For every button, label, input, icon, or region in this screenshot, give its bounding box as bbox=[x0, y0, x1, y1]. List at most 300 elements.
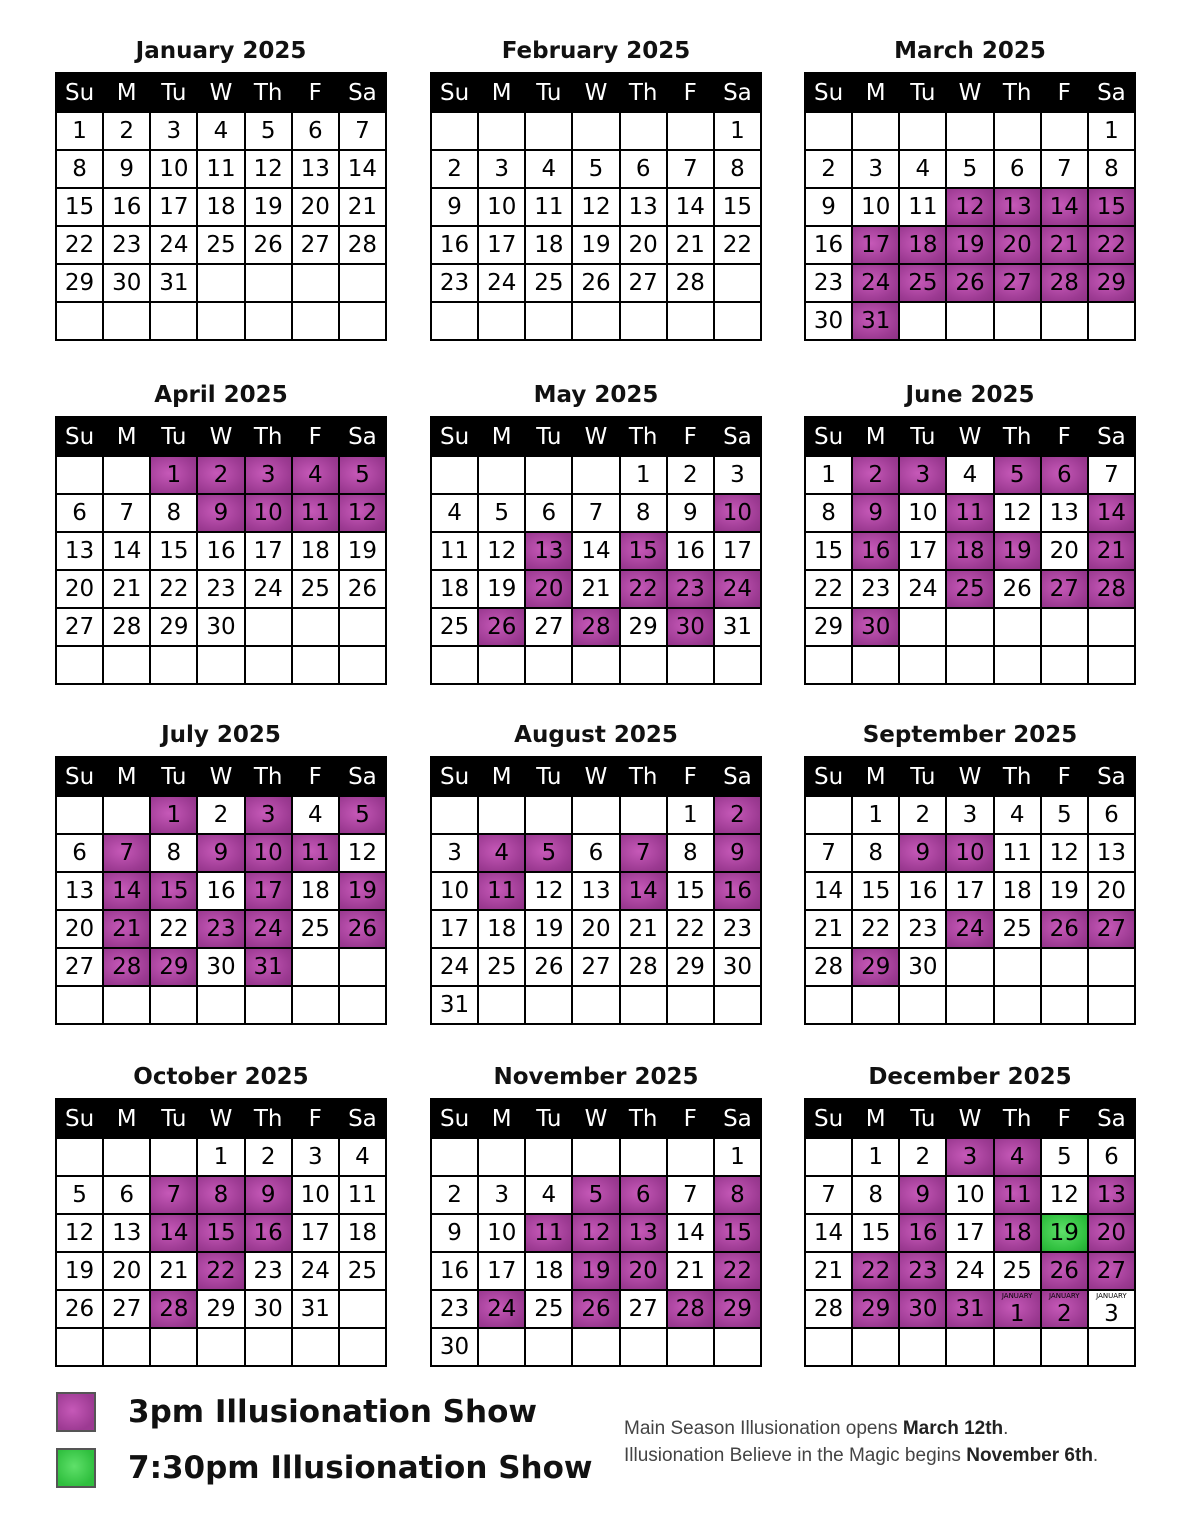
day-cell bbox=[245, 532, 292, 570]
empty-cell bbox=[245, 1328, 292, 1366]
empty-cell bbox=[525, 1138, 572, 1176]
weekday-header: Su bbox=[431, 417, 478, 456]
weekday-header: F bbox=[292, 417, 339, 456]
day-number: 5 bbox=[962, 156, 978, 182]
day-number: 18 bbox=[908, 232, 938, 258]
month-table bbox=[804, 1098, 1136, 1367]
day-cell bbox=[56, 150, 103, 188]
day-number: 10 bbox=[861, 194, 891, 220]
day-cell bbox=[197, 910, 244, 948]
day-number: 1 bbox=[635, 462, 651, 488]
day-number: 9 bbox=[260, 1182, 276, 1208]
day-cell bbox=[714, 112, 761, 150]
day-cell bbox=[1041, 872, 1088, 910]
day-number: 24 bbox=[487, 270, 517, 296]
day-cell bbox=[805, 1290, 852, 1328]
day-cell bbox=[56, 910, 103, 948]
day-number: 17 bbox=[487, 1258, 517, 1284]
day-cell bbox=[946, 494, 993, 532]
weekday-header: Sa bbox=[1088, 1099, 1135, 1138]
day-cell bbox=[1088, 264, 1135, 302]
empty-cell bbox=[478, 1138, 525, 1176]
empty-cell bbox=[103, 456, 150, 494]
empty-cell bbox=[1088, 608, 1135, 646]
day-number: 2 bbox=[119, 118, 135, 144]
day-number: 16 bbox=[206, 538, 236, 564]
day-number: 3 bbox=[447, 840, 462, 866]
weekday-header: M bbox=[478, 417, 525, 456]
empty-cell bbox=[103, 1328, 150, 1366]
empty-cell bbox=[946, 302, 993, 340]
day-number: 27 bbox=[1096, 1258, 1127, 1284]
empty-cell bbox=[197, 986, 244, 1024]
empty-cell bbox=[339, 948, 386, 986]
day-number: 15 bbox=[159, 878, 189, 904]
day-number: 16 bbox=[908, 878, 938, 904]
day-cell bbox=[852, 150, 899, 188]
weekday-header: Sa bbox=[1088, 417, 1135, 456]
day-number: 1 bbox=[682, 802, 698, 828]
day-number: 1 bbox=[868, 802, 884, 828]
weekday-header: W bbox=[572, 73, 619, 112]
day-cell bbox=[103, 264, 150, 302]
day-cell bbox=[667, 188, 714, 226]
day-number: 7 bbox=[821, 1182, 836, 1208]
weekday-header: M bbox=[103, 73, 150, 112]
day-cell bbox=[620, 948, 667, 986]
day-number: 20 bbox=[1096, 1220, 1127, 1246]
day-number: 7 bbox=[119, 500, 135, 526]
day-number: 13 bbox=[64, 538, 95, 564]
day-cell bbox=[852, 570, 899, 608]
day-number: 12 bbox=[347, 840, 378, 866]
weekday-header: M bbox=[852, 417, 899, 456]
day-cell bbox=[620, 188, 667, 226]
weekday-header: Tu bbox=[150, 757, 197, 796]
empty-cell bbox=[292, 986, 339, 1024]
weekday-header: Th bbox=[620, 73, 667, 112]
empty-cell bbox=[620, 302, 667, 340]
day-cell bbox=[292, 1252, 339, 1290]
day-cell bbox=[339, 1138, 386, 1176]
day-cell bbox=[478, 264, 525, 302]
day-number: 9 bbox=[915, 840, 931, 866]
day-number: 1 bbox=[72, 118, 87, 144]
day-cell bbox=[56, 188, 103, 226]
day-number: 4 bbox=[541, 156, 557, 182]
day-cell bbox=[620, 226, 667, 264]
day-number: 23 bbox=[253, 1258, 283, 1284]
day-number: 7 bbox=[635, 840, 651, 866]
day-cell bbox=[805, 910, 852, 948]
weekday-header: W bbox=[946, 1099, 993, 1138]
day-number: 17 bbox=[439, 916, 470, 942]
day-number: 23 bbox=[439, 270, 470, 296]
day-number: 17 bbox=[722, 538, 753, 564]
day-number: 11 bbox=[439, 538, 470, 564]
day-number: 19 bbox=[253, 194, 283, 220]
day-number: 11 bbox=[487, 878, 517, 904]
day-number: 5 bbox=[588, 156, 604, 182]
day-number: 29 bbox=[861, 954, 891, 980]
weekday-header: Su bbox=[56, 417, 103, 456]
day-number: 24 bbox=[487, 1296, 517, 1322]
empty-cell bbox=[103, 986, 150, 1024]
empty-cell bbox=[667, 986, 714, 1024]
empty-cell bbox=[245, 986, 292, 1024]
day-number: 14 bbox=[112, 538, 142, 564]
day-number: 23 bbox=[908, 1258, 938, 1284]
empty-cell bbox=[103, 1138, 150, 1176]
weekday-header: F bbox=[1041, 1099, 1088, 1138]
day-number: 1 bbox=[166, 802, 182, 828]
weekday-header: M bbox=[103, 417, 150, 456]
day-number: 30 bbox=[253, 1296, 283, 1322]
day-cell bbox=[56, 1214, 103, 1252]
empty-cell bbox=[714, 646, 761, 684]
day-cell bbox=[525, 494, 572, 532]
day-number: 22 bbox=[722, 1258, 753, 1284]
day-cell bbox=[805, 494, 852, 532]
day-number: 16 bbox=[112, 194, 142, 220]
empty-cell bbox=[56, 646, 103, 684]
day-number: 17 bbox=[487, 232, 517, 258]
day-cell bbox=[1088, 834, 1135, 872]
day-number: 29 bbox=[206, 1296, 236, 1322]
day-number: 22 bbox=[206, 1258, 236, 1284]
day-cell bbox=[667, 608, 714, 646]
empty-cell bbox=[1088, 1328, 1135, 1366]
day-number: 28 bbox=[347, 232, 378, 258]
weekday-header: Tu bbox=[525, 73, 572, 112]
day-cell bbox=[805, 1176, 852, 1214]
day-cell bbox=[899, 796, 946, 834]
day-cell bbox=[1088, 1176, 1135, 1214]
day-cell bbox=[994, 570, 1041, 608]
day-number: 30 bbox=[206, 954, 236, 980]
day-number: 25 bbox=[955, 576, 985, 602]
day-number: 9 bbox=[915, 1182, 931, 1208]
day-cell bbox=[103, 112, 150, 150]
empty-cell bbox=[56, 302, 103, 340]
day-number: 10 bbox=[722, 500, 753, 526]
day-cell bbox=[946, 264, 993, 302]
empty-cell bbox=[994, 112, 1041, 150]
empty-cell bbox=[245, 646, 292, 684]
day-number: 15 bbox=[722, 194, 753, 220]
day-cell bbox=[525, 1290, 572, 1328]
day-number: 12 bbox=[1049, 1182, 1079, 1208]
day-number: 22 bbox=[159, 576, 189, 602]
empty-cell bbox=[805, 986, 852, 1024]
day-number: 7 bbox=[119, 840, 135, 866]
day-cell bbox=[994, 494, 1041, 532]
day-number: 30 bbox=[206, 614, 236, 640]
day-cell bbox=[667, 1290, 714, 1328]
next-month-day-cell bbox=[994, 1290, 1041, 1328]
day-number: 18 bbox=[1002, 1220, 1032, 1246]
day-number: 18 bbox=[487, 916, 517, 942]
empty-cell bbox=[899, 112, 946, 150]
day-number: 22 bbox=[813, 576, 844, 602]
day-number: 19 bbox=[1049, 878, 1079, 904]
day-number: 25 bbox=[908, 270, 938, 296]
day-number: 28 bbox=[581, 614, 611, 640]
day-cell bbox=[714, 608, 761, 646]
day-number: 5 bbox=[1056, 1144, 1072, 1170]
weekday-header: W bbox=[946, 757, 993, 796]
day-cell bbox=[197, 494, 244, 532]
day-cell bbox=[994, 456, 1041, 494]
day-cell bbox=[1041, 188, 1088, 226]
day-number: 10 bbox=[908, 500, 938, 526]
day-cell bbox=[667, 910, 714, 948]
day-cell bbox=[1088, 150, 1135, 188]
day-number: 17 bbox=[908, 538, 938, 564]
empty-cell bbox=[339, 1328, 386, 1366]
day-number: 17 bbox=[955, 878, 985, 904]
day-number: 1 bbox=[730, 118, 745, 144]
month-table bbox=[430, 1098, 762, 1367]
day-number: 4 bbox=[1009, 1144, 1025, 1170]
weekday-header: F bbox=[1041, 73, 1088, 112]
day-cell bbox=[197, 834, 244, 872]
day-cell bbox=[852, 1290, 899, 1328]
empty-cell bbox=[994, 608, 1041, 646]
day-cell bbox=[245, 150, 292, 188]
day-number: 14 bbox=[1096, 500, 1127, 526]
day-cell bbox=[197, 872, 244, 910]
day-number: 6 bbox=[1056, 462, 1072, 488]
day-cell bbox=[478, 834, 525, 872]
day-cell bbox=[899, 1252, 946, 1290]
day-cell bbox=[899, 264, 946, 302]
day-number: 28 bbox=[112, 954, 142, 980]
day-number: 17 bbox=[300, 1220, 330, 1246]
day-cell bbox=[292, 1290, 339, 1328]
day-cell bbox=[994, 1252, 1041, 1290]
day-number: 20 bbox=[112, 1258, 142, 1284]
day-number: 27 bbox=[1096, 916, 1127, 942]
day-number: 22 bbox=[861, 1258, 891, 1284]
season-note-2: Illusionation Believe in the Magic begins November 6th. bbox=[624, 1445, 1099, 1466]
empty-cell bbox=[478, 796, 525, 834]
day-cell bbox=[292, 226, 339, 264]
empty-cell bbox=[620, 1138, 667, 1176]
day-number: 18 bbox=[955, 538, 985, 564]
season-note-1: Main Season Illusionation opens March 12th. bbox=[624, 1418, 1009, 1439]
day-number: 16 bbox=[675, 538, 705, 564]
day-cell bbox=[994, 150, 1041, 188]
day-cell bbox=[431, 532, 478, 570]
empty-cell bbox=[572, 646, 619, 684]
month-title: February 2025 bbox=[501, 38, 691, 64]
empty-cell bbox=[620, 646, 667, 684]
day-cell bbox=[572, 1214, 619, 1252]
day-cell bbox=[852, 1252, 899, 1290]
day-cell bbox=[714, 796, 761, 834]
weekday-header: F bbox=[667, 757, 714, 796]
day-number: 9 bbox=[682, 500, 698, 526]
day-cell bbox=[197, 1138, 244, 1176]
day-number: 14 bbox=[347, 156, 378, 182]
day-number: 2 bbox=[447, 156, 462, 182]
day-number: 12 bbox=[64, 1220, 95, 1246]
empty-cell bbox=[899, 646, 946, 684]
day-cell bbox=[714, 872, 761, 910]
empty-cell bbox=[292, 608, 339, 646]
day-cell bbox=[292, 834, 339, 872]
day-cell bbox=[478, 872, 525, 910]
month-calendar bbox=[55, 38, 387, 341]
day-number: 26 bbox=[347, 916, 378, 942]
day-number: 13 bbox=[1002, 194, 1032, 220]
day-cell bbox=[339, 494, 386, 532]
day-number: 3 bbox=[730, 462, 745, 488]
day-number: 28 bbox=[675, 1296, 705, 1322]
day-cell bbox=[245, 570, 292, 608]
day-number: 5 bbox=[1009, 462, 1025, 488]
day-number: 3 bbox=[962, 1144, 978, 1170]
empty-cell bbox=[572, 456, 619, 494]
weekday-header: Th bbox=[245, 757, 292, 796]
day-cell bbox=[852, 1176, 899, 1214]
day-cell bbox=[245, 1176, 292, 1214]
month-table bbox=[804, 416, 1136, 685]
month-calendar bbox=[804, 38, 1136, 341]
empty-cell bbox=[150, 1138, 197, 1176]
day-cell bbox=[899, 1214, 946, 1252]
day-cell bbox=[1088, 188, 1135, 226]
day-number: 7 bbox=[355, 118, 370, 144]
day-cell bbox=[431, 872, 478, 910]
day-cell bbox=[620, 1290, 667, 1328]
day-number: 4 bbox=[447, 500, 462, 526]
day-number: 10 bbox=[253, 500, 283, 526]
day-cell bbox=[946, 456, 993, 494]
day-cell bbox=[292, 112, 339, 150]
day-number: 19 bbox=[581, 232, 611, 258]
day-number: 8 bbox=[682, 840, 698, 866]
day-number: 24 bbox=[955, 916, 985, 942]
day-cell bbox=[1088, 226, 1135, 264]
day-number: 10 bbox=[955, 840, 985, 866]
day-number: 8 bbox=[1104, 156, 1119, 182]
day-cell bbox=[292, 188, 339, 226]
empty-cell bbox=[572, 302, 619, 340]
weekday-header: Sa bbox=[714, 1099, 761, 1138]
day-number: 17 bbox=[253, 878, 283, 904]
weekday-header: M bbox=[852, 1099, 899, 1138]
day-cell bbox=[946, 1252, 993, 1290]
empty-cell bbox=[852, 1328, 899, 1366]
day-cell bbox=[103, 1290, 150, 1328]
day-number: 19 bbox=[1049, 1220, 1079, 1246]
day-number: 25 bbox=[1002, 1258, 1032, 1284]
day-cell bbox=[431, 188, 478, 226]
day-number: 11 bbox=[1002, 840, 1032, 866]
day-cell bbox=[245, 872, 292, 910]
day-cell bbox=[150, 532, 197, 570]
day-cell bbox=[431, 570, 478, 608]
day-cell bbox=[56, 948, 103, 986]
day-number: 27 bbox=[300, 232, 330, 258]
empty-cell bbox=[572, 796, 619, 834]
empty-cell bbox=[292, 646, 339, 684]
day-cell bbox=[1041, 796, 1088, 834]
day-number: 23 bbox=[722, 916, 753, 942]
weekday-header: Th bbox=[245, 417, 292, 456]
day-cell bbox=[56, 226, 103, 264]
day-number: 13 bbox=[300, 156, 330, 182]
weekday-header: Th bbox=[620, 417, 667, 456]
day-cell bbox=[431, 150, 478, 188]
day-cell bbox=[56, 112, 103, 150]
weekday-header: Su bbox=[56, 73, 103, 112]
weekday-header: Tu bbox=[150, 1099, 197, 1138]
weekday-header: Tu bbox=[525, 1099, 572, 1138]
empty-cell bbox=[852, 112, 899, 150]
day-cell bbox=[431, 948, 478, 986]
weekday-header: M bbox=[103, 757, 150, 796]
day-cell bbox=[946, 910, 993, 948]
day-cell bbox=[714, 570, 761, 608]
weekday-header: M bbox=[852, 73, 899, 112]
day-cell bbox=[525, 872, 572, 910]
month-table bbox=[55, 756, 387, 1025]
month-calendar bbox=[430, 382, 762, 685]
day-cell bbox=[525, 608, 572, 646]
day-cell bbox=[899, 948, 946, 986]
day-cell bbox=[1088, 112, 1135, 150]
empty-cell bbox=[620, 796, 667, 834]
day-cell bbox=[805, 532, 852, 570]
day-number: 13 bbox=[628, 1220, 658, 1246]
day-number: 2 bbox=[682, 462, 698, 488]
month-calendar bbox=[55, 722, 387, 1025]
day-cell bbox=[56, 1252, 103, 1290]
month-calendar bbox=[430, 1064, 762, 1367]
day-number: 28 bbox=[675, 270, 705, 296]
day-number: 11 bbox=[300, 840, 330, 866]
day-cell bbox=[946, 150, 993, 188]
day-number: 1 bbox=[1104, 118, 1119, 144]
day-number: 16 bbox=[439, 232, 470, 258]
day-number: 27 bbox=[1002, 270, 1032, 296]
empty-cell bbox=[994, 986, 1041, 1024]
day-number: 13 bbox=[64, 878, 95, 904]
day-cell bbox=[805, 264, 852, 302]
day-number: 15 bbox=[675, 878, 705, 904]
empty-cell bbox=[103, 302, 150, 340]
day-cell bbox=[946, 188, 993, 226]
empty-cell bbox=[899, 302, 946, 340]
day-number: 10 bbox=[159, 156, 189, 182]
day-cell bbox=[714, 1176, 761, 1214]
day-cell bbox=[572, 872, 619, 910]
day-number: 21 bbox=[112, 916, 142, 942]
day-number: 8 bbox=[868, 840, 884, 866]
day-cell bbox=[56, 834, 103, 872]
day-number: 9 bbox=[213, 500, 229, 526]
month-table bbox=[55, 416, 387, 685]
day-number: 20 bbox=[1096, 878, 1127, 904]
weekday-header: F bbox=[292, 73, 339, 112]
empty-cell bbox=[525, 986, 572, 1024]
empty-cell bbox=[946, 112, 993, 150]
day-number: 13 bbox=[1096, 840, 1127, 866]
day-number: 9 bbox=[447, 194, 462, 220]
